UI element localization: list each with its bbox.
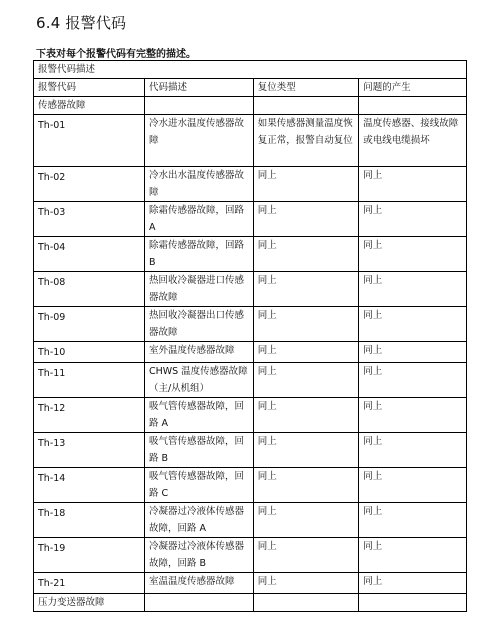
cell-code: Th-11 — [34, 363, 145, 398]
cell-code: Th-09 — [34, 307, 145, 342]
section-label: 传感器故障 — [34, 97, 145, 115]
cell-desc: 吸气管传感器故障，回路 B — [144, 433, 253, 468]
table-row — [34, 202, 467, 237]
cell-desc: 冷凝器过冷液体传感器故障，回路 B — [144, 538, 253, 573]
cell-reset: 同上 — [253, 237, 359, 272]
cell-desc: 室温温度传感器故障 — [144, 573, 253, 594]
alarm-code-table — [33, 60, 467, 612]
cell-code: Th-08 — [34, 272, 145, 307]
table-row — [34, 342, 467, 363]
cell-cause: 同上 — [359, 363, 467, 398]
cell-code: Th-18 — [34, 503, 145, 538]
cell-cause: 同上 — [359, 503, 467, 538]
cell-desc: CHWS 温度传感器故障（主/从机组） — [144, 363, 253, 398]
table-row — [34, 538, 467, 573]
cell-code: Th-13 — [34, 433, 145, 468]
header-cell: 问题的产生 — [359, 79, 467, 97]
table-row — [34, 573, 467, 594]
cell-cause: 同上 — [359, 272, 467, 307]
cell-reset: 同上 — [253, 503, 359, 538]
cell-reset: 同上 — [253, 342, 359, 363]
cell-code: Th-02 — [34, 167, 145, 202]
cell-reset: 同上 — [253, 202, 359, 237]
cell-cause: 同上 — [359, 307, 467, 342]
cell-reset: 同上 — [253, 538, 359, 573]
header-cell: 代码描述 — [144, 79, 253, 97]
cell-desc: 冷水出水温度传感器故障 — [144, 167, 253, 202]
cell-code: Th-03 — [34, 202, 145, 237]
cell-cause: 同上 — [359, 202, 467, 237]
cell-reset: 同上 — [253, 468, 359, 503]
cell-code: Th-21 — [34, 573, 145, 594]
cell-cause: 同上 — [359, 167, 467, 202]
cell-reset: 同上 — [253, 307, 359, 342]
table-row — [34, 503, 467, 538]
table-header-row — [34, 79, 467, 97]
cell-desc: 室外温度传感器故障 — [144, 342, 253, 363]
table-row — [34, 363, 467, 398]
cell-cause: 同上 — [359, 538, 467, 573]
cell-desc: 冷水进水温度传感器故障 — [144, 115, 253, 167]
header-cell: 报警代码 — [34, 79, 145, 97]
section-row — [34, 97, 467, 115]
cell-cause: 温度传感器、接线故障或电线电缆损坏 — [359, 115, 467, 167]
section-row — [34, 594, 467, 612]
cell-cause: 同上 — [359, 398, 467, 433]
cell-cause: 同上 — [359, 433, 467, 468]
cell-reset: 如果传感器测量温度恢复正常，报警自动复位 — [253, 115, 359, 167]
table-row — [34, 468, 467, 503]
table-caption-row — [34, 61, 467, 79]
cell-reset: 同上 — [253, 363, 359, 398]
cell-code: Th-01 — [34, 115, 145, 167]
section-label: 压力变送器故障 — [34, 594, 145, 612]
cell-reset: 同上 — [253, 272, 359, 307]
page-crop-edge — [0, 628, 490, 636]
table-row — [34, 398, 467, 433]
cell-code: Th-19 — [34, 538, 145, 573]
table-row — [34, 433, 467, 468]
cell-desc: 冷凝器过冷液体传感器故障，回路 A — [144, 503, 253, 538]
cell-desc: 吸气管传感器故障，回路 A — [144, 398, 253, 433]
cell-cause: 同上 — [359, 573, 467, 594]
cell-cause: 同上 — [359, 237, 467, 272]
cell-desc: 除霜传感器故障，回路 B — [144, 237, 253, 272]
cell-code: Th-10 — [34, 342, 145, 363]
header-cell: 复位类型 — [253, 79, 359, 97]
cell-reset: 同上 — [253, 398, 359, 433]
cell-cause: 同上 — [359, 342, 467, 363]
cell-desc: 热回收冷凝器出口传感器故障 — [144, 307, 253, 342]
cell-reset: 同上 — [253, 573, 359, 594]
cell-code: Th-12 — [34, 398, 145, 433]
intro-text: 下表对每个报警代码有完整的描述。 — [36, 49, 196, 60]
cell-desc: 热回收冷凝器进口传感器故障 — [144, 272, 253, 307]
cell-reset: 同上 — [253, 433, 359, 468]
table-row — [34, 115, 467, 167]
cell-desc: 除霜传感器故障，回路 A — [144, 202, 253, 237]
table-row — [34, 237, 467, 272]
cell-code: Th-04 — [34, 237, 145, 272]
table-row — [34, 167, 467, 202]
cell-cause: 同上 — [359, 468, 467, 503]
cell-code: Th-14 — [34, 468, 145, 503]
table-row — [34, 272, 467, 307]
page-title: 6.4 报警代码 — [36, 14, 127, 32]
table-caption: 报警代码描述 — [34, 61, 467, 79]
table-row — [34, 307, 467, 342]
cell-desc: 吸气管传感器故障，回路 C — [144, 468, 253, 503]
cell-reset: 同上 — [253, 167, 359, 202]
